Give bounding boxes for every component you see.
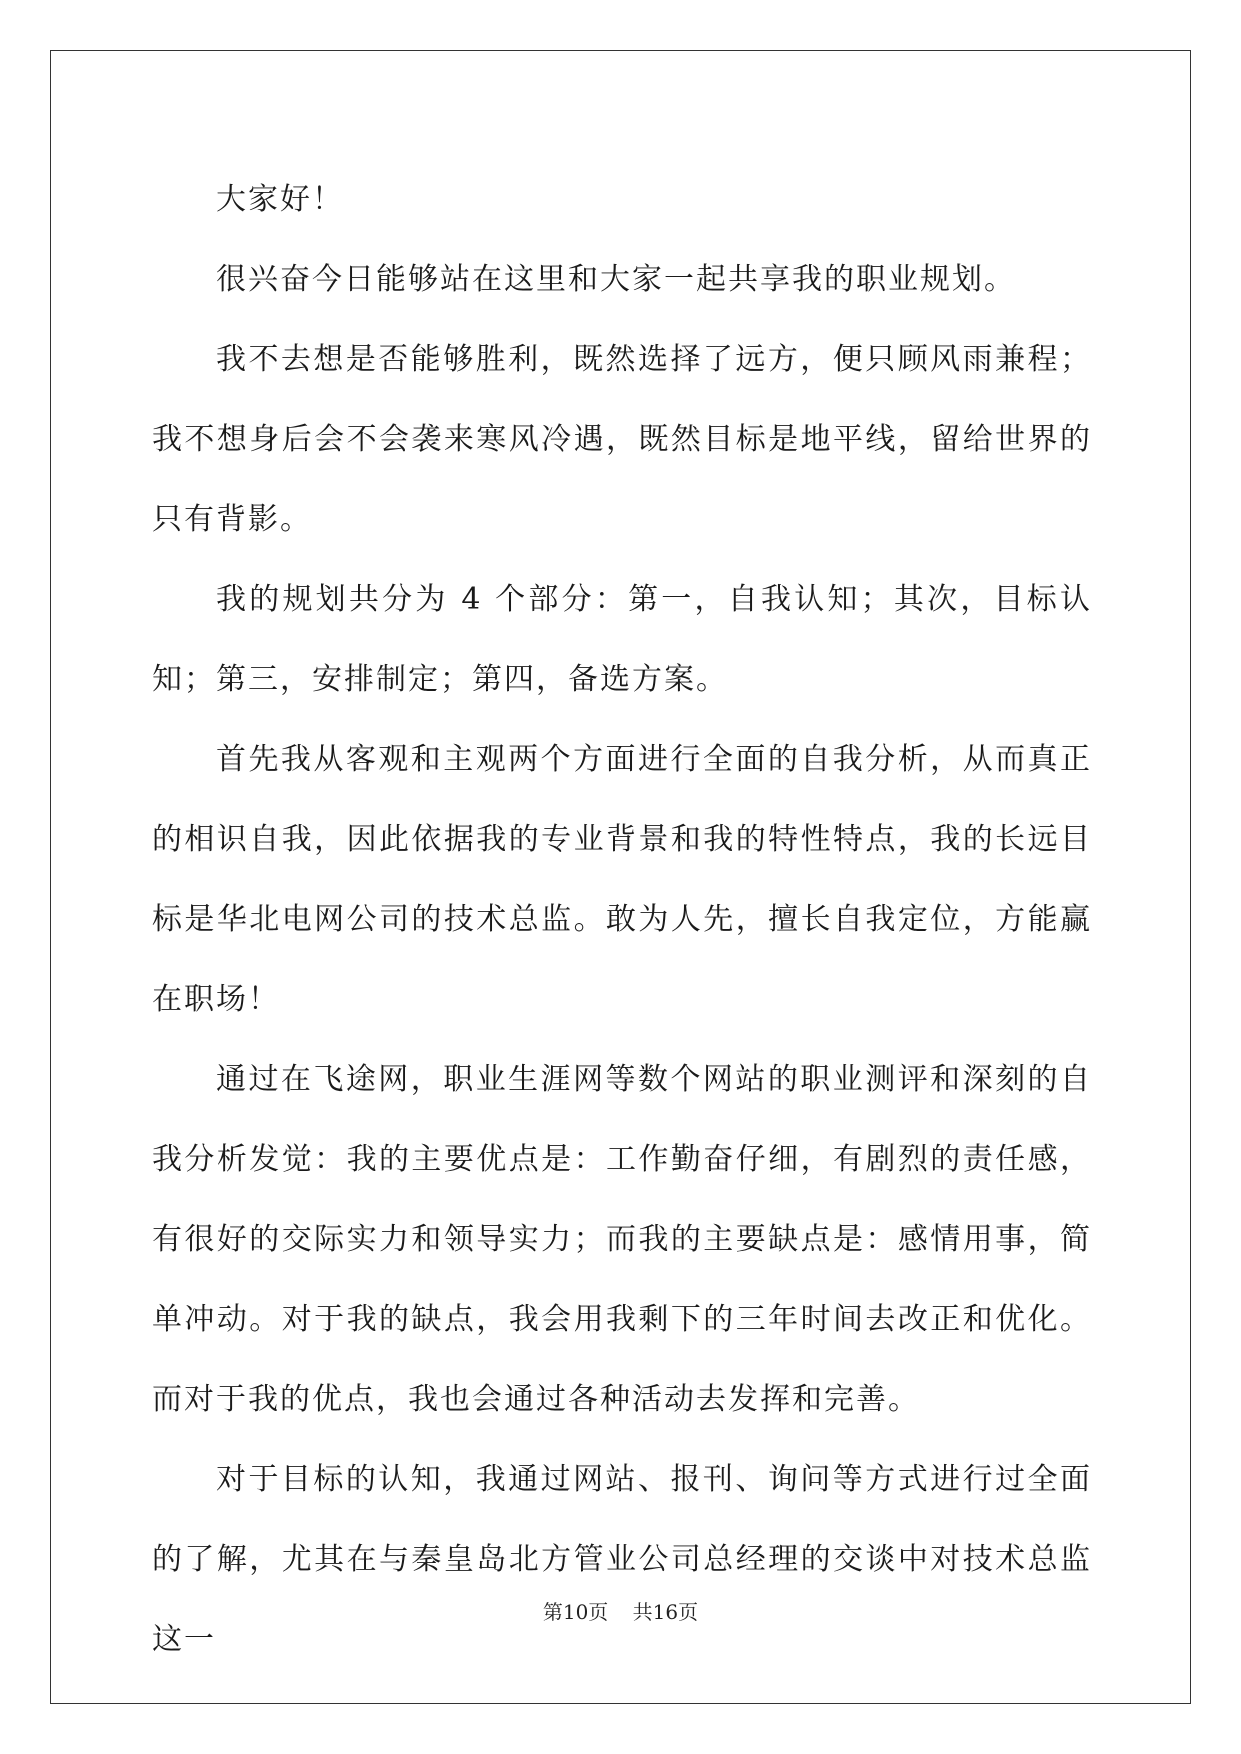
paragraph-intro: 很兴奋今日能够站在这里和大家一起共享我的职业规划。	[216, 262, 1016, 297]
paragraph-goal-cognition: 对于目标的认知，我通过网站、报刊、询问等方式进行过全面的了解，尤其在与秦皇岛北方管业公司总经理的交谈中对技术总监这一	[152, 1462, 1092, 1657]
paragraph-resolve: 我不去想是否能够胜利，既然选择了远方，便只顾风雨兼程；我不想身后会不会袭来寒风冷遇，既然目标是地平线，留给世界的只有背影。	[152, 342, 1092, 537]
page-footer	[0, 1596, 1241, 1625]
page-number-current: 第10页	[542, 1600, 609, 1624]
page-number-total: 共16页	[632, 1600, 699, 1624]
paragraph-self-analysis: 首先我从客观和主观两个方面进行全面的自我分析，从而真正的相识自我，因此依据我的专业背景和我的特性特点，我的长远目标是华北电网公司的技术总监。敢为人先，擅长自我定位，方能赢在职场！	[152, 742, 1092, 1017]
paragraph-plan-outline: 我的规划共分为 4 个部分：第一，自我认知；其次，目标认知；第三，安排制定；第四，备选方案。	[152, 582, 1092, 697]
paragraph-greeting: 大家好！	[216, 182, 344, 217]
paragraph-strengths-weaknesses: 通过在飞途网，职业生涯网等数个网站的职业测评和深刻的自我分析发觉：我的主要优点是：工作勤奋仔细，有剧烈的责任感，有很好的交际实力和领导实力；而我的主要缺点是：感情用事，简单冲动。对于我的缺点，我会用我剩下的三年时间去改正和优化。而对于我的优点，我也会通过各种活动去发挥和完善。	[152, 1062, 1092, 1417]
document-body	[152, 160, 1092, 1680]
